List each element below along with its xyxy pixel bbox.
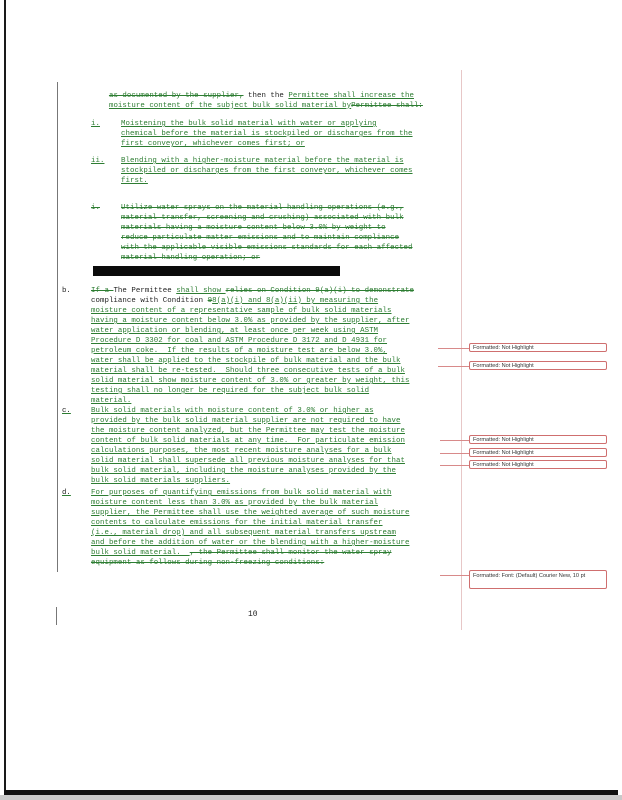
section-line: material shall be re-tested. Should three consecutive tests of a bulk	[91, 367, 405, 375]
section-line: solid material shall supersede all previous moisture analyses for that	[91, 457, 405, 465]
sub-item-line: first conveyor, whichever comes first; or	[121, 140, 305, 148]
section-line: testing shall no longer be required for the subject bulk solid	[91, 387, 370, 395]
balloon-connector	[440, 575, 469, 576]
sub-item-line: Utilize water sprays on the material handling operations (e.g.,	[121, 204, 404, 212]
balloon-connector	[440, 465, 469, 466]
section-line: supplier, the Permittee shall use the weighted average of such moisture	[91, 509, 410, 517]
section-line: bulk solid materials suppliers.	[91, 477, 231, 485]
section-line: Procedure D 3302 for coal and ASTM Procedure D 3172 and D 4931 for	[91, 337, 388, 345]
change-bar	[56, 607, 57, 625]
redaction-bar	[93, 266, 340, 276]
sub-item-line: reduce particulate matter emissions and to maintain compliance	[121, 234, 400, 242]
comment-balloon[interactable]: Formatted: Not Highlight	[469, 448, 607, 457]
balloon-connector	[438, 348, 469, 349]
sub-item-line: with the applicable visible emissions standards for each affected	[121, 244, 413, 252]
section-line: (i.e., material drop) and all subsequent material transfers upstream	[91, 529, 396, 537]
section-line: bulk solid material, including the moisture analyses provided by the	[91, 467, 396, 475]
section-line: Bulk solid materials with moisture content of 3.0% or higher as	[91, 407, 374, 415]
paragraph-line: moisture content of the subject bulk solid material byPermittee shall:	[108, 101, 423, 110]
sub-item-line: chemical before the material is stockpiled or discharges from the	[121, 130, 413, 138]
section-line: water shall be applied to the stockpile of bulk material and the bulk	[91, 357, 401, 365]
section-line: moisture content of a representative sample of bulk solid materials	[91, 307, 392, 315]
section-line: contents to calculate emissions for the initial material transfer	[91, 519, 383, 527]
paragraph-line: as documented by the supplier, then the Permittee shall increase the	[108, 91, 414, 100]
sub-item-line: stockpiled or discharges from the first conveyor, whichever comes	[121, 167, 413, 175]
comment-balloon[interactable]: Formatted: Not Highlight	[469, 435, 607, 444]
change-bar	[57, 82, 58, 572]
scan-bottom-shade	[0, 795, 622, 800]
sub-item-line: material handling operation; or	[121, 254, 261, 262]
sub-item-label: i.	[91, 204, 100, 212]
section-line: solid material show moisture content of 3.0% or greater by weight, this	[91, 377, 410, 385]
section-line: and before the addition of water or the blending with a higher-moisture	[91, 539, 410, 547]
sub-item-line: first.	[121, 177, 148, 185]
comment-balloon[interactable]: Formatted: Not Highlight	[469, 460, 607, 469]
sub-item-line: Moistening the bulk solid material with water or applying	[121, 120, 377, 128]
section-label: d.	[62, 489, 71, 497]
section-line: calculations purposes, the most recent moisture analyses for a bulk	[91, 447, 392, 455]
section-line: having a moisture content below 3.0% as provided by the supplier, after	[91, 317, 410, 325]
balloon-connector	[440, 440, 469, 441]
section-line: bulk solid material. , the Permittee shall monitor the water spray	[91, 549, 392, 557]
section-line: compliance with Condition 98(a)(i) and 8(a)(ii) by measuring the	[91, 297, 379, 305]
comment-balloon[interactable]: Formatted: Not Highlight	[469, 361, 607, 370]
comment-balloon[interactable]: Formatted: Not Highlight	[469, 343, 607, 352]
balloon-connector	[438, 366, 469, 367]
section-label: c.	[62, 407, 71, 415]
section-line: For purposes of quantifying emissions from bulk solid material with	[91, 489, 392, 497]
section-line: material.	[91, 397, 132, 405]
section-line: petroleum coke. If the results of a moisture test are below 3.0%,	[91, 347, 388, 355]
sub-item-label: i.	[91, 120, 100, 128]
section-line: the moisture content analyzed, but the Permittee may test the moisture	[91, 427, 405, 435]
balloon-connector	[440, 453, 469, 454]
section-line: provided by the bulk solid material supplier are not required to have	[91, 417, 401, 425]
section-line: equipment as follows during non-freezing conditions:	[91, 559, 325, 567]
sub-item-line: material transfer, screening and crushing) associated with bulk	[121, 214, 404, 222]
markup-margin	[461, 70, 462, 630]
scan-left-edge	[4, 0, 6, 790]
page-number: 10	[248, 610, 258, 619]
section-line: If a The Permittee shall show relies on Condition 9(a)(i) to demonstrate	[91, 287, 414, 295]
section-line: water application or blending, at least once per week using ASTM	[91, 327, 379, 335]
comment-balloon[interactable]: Formatted: Font: (Default) Courier New, 10 pt	[469, 570, 607, 589]
sub-item-line: materials having a moisture content below 3.0% by weight to	[121, 224, 386, 232]
section-line: moisture content less than 3.0% as provided by the bulk material	[91, 499, 379, 507]
sub-item-line: Blending with a higher-moisture material before the material is	[121, 157, 404, 165]
section-line: content of bulk solid materials at any time. For particulate emission	[91, 437, 405, 445]
sub-item-label: ii.	[91, 157, 105, 165]
section-label: b.	[62, 287, 71, 295]
